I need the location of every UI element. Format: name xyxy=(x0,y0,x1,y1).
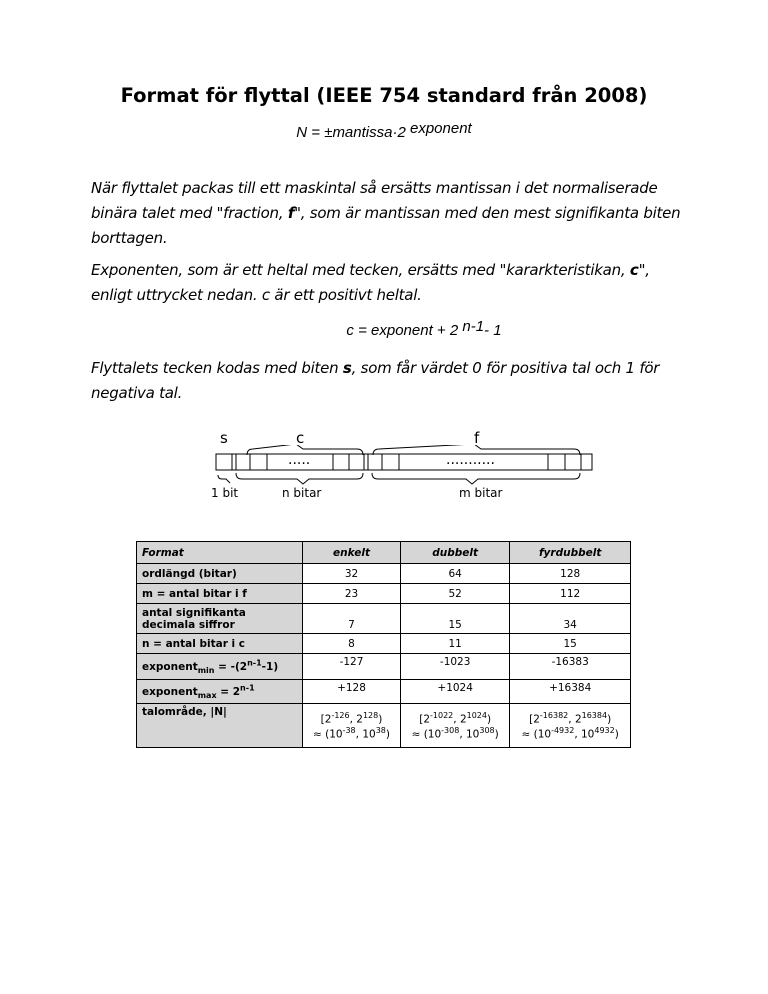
table-cell: +16384 xyxy=(510,680,631,704)
bit-layout-svg xyxy=(0,445,768,515)
paragraph-sign xyxy=(91,356,691,406)
table-header-cell: dubbelt xyxy=(401,542,510,564)
row-label: n = antal bitar i c xyxy=(137,634,303,654)
row-label-exponent-min xyxy=(137,654,303,680)
table-cell: 112 xyxy=(510,584,631,604)
para1-text-b: ", som är mantissan med den mest signifikanta biten borttagen. xyxy=(91,204,681,247)
table-cell: +1024 xyxy=(401,680,510,704)
para3-text-b: , som får värdet 0 för positiva tal och 1 för negativa tal. xyxy=(91,359,660,402)
table-cell: -127 xyxy=(303,654,401,680)
formula2-rhs: - 1 xyxy=(484,322,502,339)
formula2-exponent: n-1 xyxy=(462,318,485,335)
row-label: talområde, |N| xyxy=(137,704,303,748)
row-label: m = antal bitar i f xyxy=(137,584,303,604)
range-cell xyxy=(510,704,631,748)
range-decimal: ≈ ($10^{-38}$, $10^{38}$) xyxy=(312,725,390,740)
c-bottom-brace xyxy=(236,473,363,484)
range-decimal: ≈ ($10^{-4932}$, $10^{4932}$) xyxy=(521,725,619,740)
table-cell: 32 xyxy=(303,564,401,584)
table-cell: 8 xyxy=(303,634,401,654)
range-binary: [$2^{-1022}$, $2^{1024}$) xyxy=(419,711,492,726)
table-cell: 34 xyxy=(510,604,631,634)
table-header-cell: enkelt xyxy=(303,542,401,564)
table-row xyxy=(137,584,631,604)
c-dots: ..... xyxy=(288,452,311,468)
diagram-c-label: c xyxy=(296,429,305,447)
f-dots: ........... xyxy=(446,452,495,468)
table-cell: 7 xyxy=(303,604,401,634)
range-cell xyxy=(401,704,510,748)
table-cell: -1023 xyxy=(401,654,510,680)
range-binary: [$2^{-16382}$, $2^{16384}$) xyxy=(529,711,612,726)
para2-text-a: Exponenten, som är ett heltal med tecken, ersätts med "kararkteristikan, xyxy=(91,261,630,279)
formula-lhs: N = ±mantissa xyxy=(296,124,393,141)
range-binary: [$2^{-126}$, $2^{128}$) xyxy=(320,711,383,726)
table-header-row xyxy=(137,542,631,564)
table-header-cell: fyrdubbelt xyxy=(510,542,631,564)
table-row xyxy=(137,564,631,584)
range-cell xyxy=(303,704,401,748)
main-formula xyxy=(0,120,768,141)
formula2-lhs: c = exponent + 2 xyxy=(346,322,459,339)
table-cell: 52 xyxy=(401,584,510,604)
paragraph-exponent xyxy=(91,258,691,308)
format-table xyxy=(136,541,631,748)
table-row-range xyxy=(137,704,631,748)
table-row xyxy=(137,634,631,654)
row-label: ordlängd (bitar) xyxy=(137,564,303,584)
table-cell: 15 xyxy=(401,604,510,634)
f-bottom-brace xyxy=(372,473,580,484)
para1-text-a: När flyttalet packas till ett maskintal så ersätts mantissan i det normaliserade binära talet med "fraction, xyxy=(91,179,658,222)
paragraph-fraction xyxy=(91,176,691,251)
table-cell: 128 xyxy=(510,564,631,584)
table-cell: 11 xyxy=(401,634,510,654)
label-1-bit: 1 bit xyxy=(211,486,239,500)
formula-dot: · xyxy=(392,124,398,141)
row-label-text: exponent$_{min}$ = $-(2^{n-1}-1)$ xyxy=(142,658,279,675)
table-row xyxy=(137,654,631,680)
diagram-f-label: f xyxy=(474,429,480,447)
characteristic-formula xyxy=(40,318,768,339)
para3-text-a: Flyttalets tecken kodas med biten xyxy=(91,359,343,377)
label-n-bitar: n bitar xyxy=(282,486,322,500)
table-cell: -16383 xyxy=(510,654,631,680)
para3-bold: s xyxy=(342,359,352,377)
table-cell: 15 xyxy=(510,634,631,654)
page-title: Format för flyttal (IEEE 754 standard från 2008) xyxy=(120,84,648,107)
para2-text-b: ", enligt uttrycket nedan. c är ett positivt heltal. xyxy=(91,261,650,304)
table-header-cell: Format xyxy=(137,542,303,564)
row-label: antal signifikanta decimala siffror xyxy=(137,604,303,634)
para2-bold: c xyxy=(629,261,639,279)
table-cell: 23 xyxy=(303,584,401,604)
label-m-bitar: m bitar xyxy=(459,486,503,500)
row-label-exponent-max xyxy=(137,680,303,704)
formula-exponent: exponent xyxy=(409,120,472,137)
bit-layout-diagram xyxy=(0,429,768,515)
table-cell: +128 xyxy=(303,680,401,704)
s-bottom-brace xyxy=(218,475,230,483)
table-row xyxy=(137,604,631,634)
table-cell: 64 xyxy=(401,564,510,584)
formula-base: 2 xyxy=(397,124,406,141)
diagram-s-label: s xyxy=(220,429,228,447)
bit-strip xyxy=(216,454,592,470)
table-row xyxy=(137,680,631,704)
para1-bold: f xyxy=(287,204,295,222)
row-label-text: exponent$_{max}$ = $2^{n-1}$ xyxy=(142,683,255,700)
range-decimal: ≈ ($10^{-308}$, $10^{308}$) xyxy=(411,725,499,740)
